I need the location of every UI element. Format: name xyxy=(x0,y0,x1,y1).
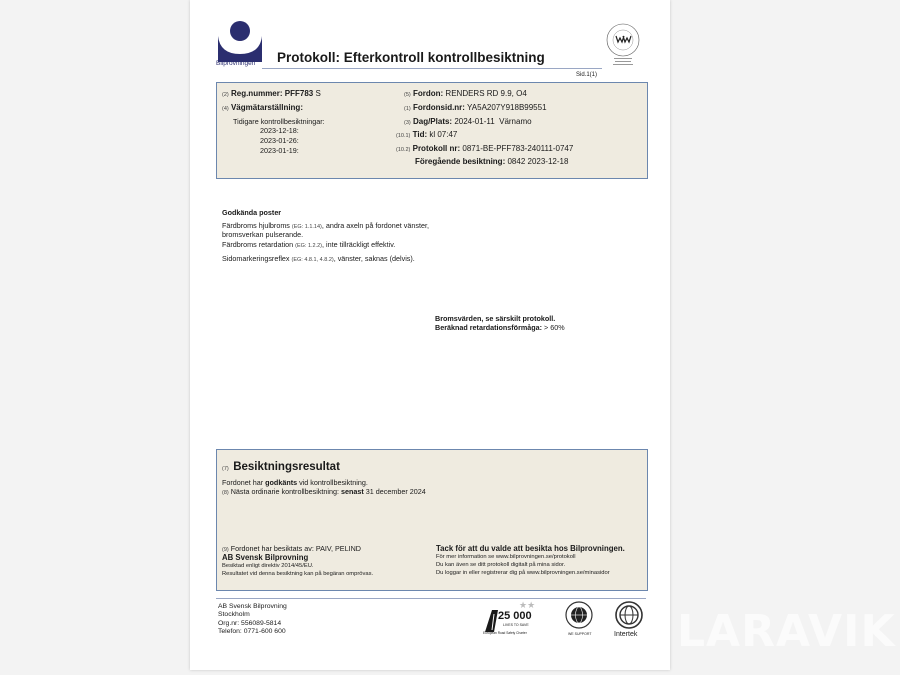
field-number: (9) xyxy=(222,547,229,553)
inspected-by: Fordonet har besiktats av: PAIV, PELIND xyxy=(230,544,361,553)
result-heading: Besiktningsresultat xyxy=(233,461,340,473)
approved-item xyxy=(222,221,429,230)
badge-sub: LIVES TO SAVE xyxy=(503,623,529,627)
previous-inspections-label: Tidigare kontrollbesiktningar: xyxy=(233,117,325,126)
footer-org: Org.nr: 556089-5814 xyxy=(218,619,282,627)
vin-value: YA5A207Y918B99551 xyxy=(467,103,547,112)
approved-heading: Godkända poster xyxy=(222,208,282,217)
next-inspection-line xyxy=(222,487,426,496)
time-value: kl 07:47 xyxy=(429,130,458,139)
date-place-label: Dag/Plats: xyxy=(412,117,453,126)
field-number: (4) xyxy=(222,106,229,112)
item-ref: (EG: 1.1.14) xyxy=(291,224,322,230)
field-number: (5) xyxy=(404,92,411,98)
approved-item-continuation: bromsverkan pulserande. xyxy=(222,230,304,239)
page-title: Protokoll: Efterkontroll kontrollbesiktning xyxy=(277,50,545,65)
text: Fordonet har xyxy=(222,478,264,487)
time-row xyxy=(396,130,457,139)
info-link[interactable]: För mer information se www.bilprovningen.se/protokoll xyxy=(436,554,576,560)
result-box xyxy=(216,449,648,591)
reg-value: PFF783 xyxy=(284,89,314,98)
badge-caption: European Road Safety Charter xyxy=(483,631,527,635)
item-name: Färdbroms hjulbroms xyxy=(222,221,290,230)
protocol-label: Protokoll nr: xyxy=(412,144,461,153)
document-page xyxy=(190,0,670,670)
date-place-value: 2024-01-11 Värnamo xyxy=(454,117,532,126)
vehicle-label: Fordon: xyxy=(412,89,444,98)
item-text: , vänster, saknas (delvis). xyxy=(333,254,415,263)
brake-note: Bromsvärden, se särskilt protokoll. xyxy=(435,314,556,323)
reg-suffix: S xyxy=(315,89,321,98)
globe-icon xyxy=(565,601,593,629)
field-number: (7) xyxy=(222,466,229,472)
field-number: (2) xyxy=(222,92,229,98)
date-place-row xyxy=(404,117,532,126)
odometer-label: Vägmätarställning: xyxy=(230,103,303,112)
field-number: (1) xyxy=(404,106,411,112)
approved-item xyxy=(222,254,415,263)
text: vid kontrollbesiktning. xyxy=(299,478,368,487)
watermark: LARAVIK xyxy=(677,606,896,657)
company-name: AB Svensk Bilprovning xyxy=(222,553,309,562)
previous-date: 2023-01-26: xyxy=(260,136,299,145)
appeal-note: Resultatet vid denna besiktning kan på begäran omprövas. xyxy=(222,571,374,577)
info-text: Du kan även se ditt protokoll digitalt på mina sidor. xyxy=(436,562,566,568)
text: Nästa ordinarie kontrollbesiktning: xyxy=(230,487,340,496)
previous-date: 2023-12-18: xyxy=(260,126,299,135)
road-safety-badge xyxy=(483,600,545,640)
road-icon xyxy=(483,608,499,632)
field-number: (8) xyxy=(222,490,229,496)
item-text: , inte tillräckligt effektiv. xyxy=(322,240,396,249)
intertek-badge xyxy=(613,601,647,641)
global-compact-badge xyxy=(562,601,596,639)
thanks-text: Tack för att du valde att besikta hos Bilprovningen. xyxy=(436,544,625,553)
next-inspection-date: 31 december 2024 xyxy=(365,487,426,496)
footer-phone: Telefon: 0771-600 600 xyxy=(218,628,286,636)
vin-row xyxy=(404,103,547,112)
item-ref: (EG: 4.8.1, 4.8.2) xyxy=(291,257,334,263)
item-ref: (EG: 1.2.2) xyxy=(295,243,323,249)
item-text: , andra axeln på fordonet vänster, xyxy=(321,221,429,230)
globe-icon xyxy=(615,601,643,629)
result-status: godkänts xyxy=(265,478,298,487)
reg-number-row xyxy=(222,89,321,98)
odometer-row xyxy=(222,103,303,112)
info-link[interactable]: Du loggar in eller registrerar dig på www.bilprovningen.se/minasidor xyxy=(436,570,610,576)
brake-capacity xyxy=(435,323,565,332)
footer-address xyxy=(218,603,287,637)
result-heading-row xyxy=(222,457,340,475)
brake-capacity-label: Beräknad retardationsförmåga: xyxy=(435,323,543,332)
time-label: Tid: xyxy=(412,130,428,139)
vehicle-info-box xyxy=(216,82,648,179)
page-indicator: Sid.1(1) xyxy=(576,72,598,78)
approved-item xyxy=(222,240,395,249)
previous-inspection-value: 0842 2023-12-18 xyxy=(507,157,569,166)
item-name: Sidomarkeringsreflex xyxy=(222,254,290,263)
result-line xyxy=(222,478,368,487)
swedac-seal-icon xyxy=(603,22,643,70)
item-name: Färdbroms retardation xyxy=(222,240,294,249)
stars-icon: ★★ xyxy=(519,600,536,610)
footer-company: AB Svensk Bilprovning xyxy=(218,603,287,610)
directive: Besiktad enligt direktiv 2014/45/EU. xyxy=(222,563,314,569)
vin-label: Fordonsid.nr: xyxy=(412,103,465,112)
protocol-row xyxy=(396,144,573,153)
inspected-by-line xyxy=(222,544,361,553)
protocol-value: 0871-BE-PFF783-240111-0747 xyxy=(462,144,574,153)
previous-inspection-row xyxy=(415,157,568,166)
deadline-qualifier: senast xyxy=(341,487,364,496)
vehicle-value: RENDERS RD 9.9, O4 xyxy=(445,89,527,98)
footer-city: Stockholm xyxy=(218,611,250,619)
badge-number: 25 000 xyxy=(498,610,532,622)
field-number: (10.1) xyxy=(396,133,411,139)
badge-caption: WE SUPPORT xyxy=(568,632,592,636)
logo-text: Bilprovningen xyxy=(216,60,256,67)
header-divider xyxy=(262,68,602,69)
field-number: (10.2) xyxy=(396,147,411,153)
vehicle-row xyxy=(404,89,527,98)
previous-date: 2023-01-19: xyxy=(260,146,299,155)
badge-caption: Intertek xyxy=(614,631,638,638)
reg-label: Reg.nummer: xyxy=(230,89,283,98)
brake-capacity-value: > 60% xyxy=(544,323,565,332)
footer-divider xyxy=(216,598,646,599)
previous-inspection-label: Föregående besiktning: xyxy=(415,157,506,166)
field-number: (3) xyxy=(404,120,411,126)
